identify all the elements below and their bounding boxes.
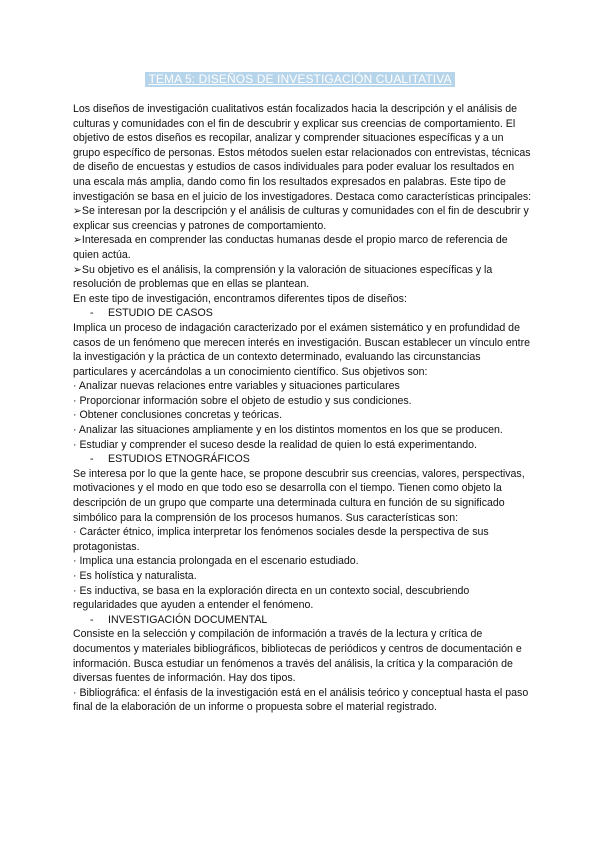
section-heading-case-study [73, 306, 533, 321]
objective-item: · Estudiar y comprender el suceso desde la realidad de quien lo está experimentando. [73, 438, 477, 451]
dash-marker: - [90, 307, 94, 320]
dash-marker: - [90, 613, 94, 626]
characteristic-item: · Implica una estancia prolongada en el escenario estudiado. [73, 555, 359, 568]
types-intro: En este tipo de investigación, encontramos diferentes tipos de diseños: [73, 292, 407, 305]
section-paragraph: Implica un proceso de indagación caracterizado por el exámen sistemático y en profundidad de casos de un fenómeno que merecen interés en investigación. Buscan establecer un vínculo entre la investigación y la práctica de un contexto determinado, evaluando las circunstancias particulares y acercándolas a un conocimiento científico. Sus objetivos son: [73, 321, 530, 378]
type-item: · Bibliográfica: el énfasis de la investigación está en el análisis teórico y conceptual hasta el paso final de la elaboración de un informe o propuesta sobre el material registrado. [73, 686, 529, 714]
characteristic-item: · Es holística y naturalista. [73, 570, 197, 582]
objective-item: · Obtener conclusiones concretas y teóricas. [73, 409, 283, 422]
document-body [73, 102, 533, 715]
section-paragraph: Consiste en la selección y compilación de información a través de la lectura y crítica de documentos y materiales bibliográficos, bibliotecas de periódicos y centros de documentación e información. Busca estudiar un fenómenos a través del análisis, la crítica y la comparación de diversas fuentes de información. Hay dos tipos. [73, 628, 522, 685]
section-heading-ethnographic [73, 452, 533, 467]
characteristic-item: · Es inductiva, se basa en la exploración directa en un contexto social, descubriendo regularidades que ayuden a entender el fenómeno. [73, 584, 470, 612]
section-heading-label: ESTUDIOS ETNOGRÁFICOS [108, 453, 250, 466]
section-heading-label: INVESTIGACIÓN DOCUMENTAL [108, 613, 268, 626]
objective-item: · Proporcionar información sobre el objeto de estudio y sus condiciones. [73, 394, 412, 407]
intro-paragraph: Los diseños de investigación cualitativos están focalizados hacia la descripción y el análisis de culturas y comunidades con el fin de descubrir y explicar sus creencias de comportamiento. El objetivo de estos diseños es recopilar, analizar y comprender situaciones específicas y a un grupo específico de personas. Estos métodos suelen estar relacionados con entrevistas, técnicas de diseño de encuestas y estudios de casos individuales para poder evaluar los resultados en una escala más amplia, dando como fin los resultados expresados en palabras. Este tipo de investigación se basa en el juicio de los investigadores. Destaca como características principales: [73, 103, 532, 203]
page-title: TEMA 5: DISEÑOS DE INVESTIGACIÓN CUALITATIVA [145, 72, 454, 87]
objective-item: · Analizar nuevas relaciones entre variables y situaciones particulares [73, 380, 400, 393]
characteristic-item: ➢Interesada en comprender las conductas humanas desde el propio marco de referencia de quien actúa. [73, 234, 508, 261]
dash-marker: - [90, 453, 94, 466]
characteristic-item: · Carácter étnico, implica interpretar los fenómenos sociales desde la perspectiva de sus protagonistas. [73, 526, 489, 553]
section-heading-documentary [73, 613, 533, 628]
characteristic-item: ➢Se interesan por la descripción y el análisis de culturas y comunidades con el fin de descubrir y explicar sus creencias y patrones de comportamiento. [73, 205, 529, 232]
section-heading-label: ESTUDIO DE CASOS [108, 307, 213, 320]
title-block [0, 72, 600, 88]
section-paragraph: Se interesa por lo que la gente hace, se propone descubrir sus creencias, valores, perspectivas, motivaciones y el modo en que todo eso se desarrolla con el tiempo. Tienen como objeto la descripción de un grupo que comparte una determinada cultura en función de su significado simbólico para la comprensión de los procesos humanos. Sus características son: [73, 467, 525, 524]
objective-item: · Analizar las situaciones ampliamente y en los distintos momentos en los que se producen. [73, 424, 503, 437]
characteristic-item: ➢Su objetivo es el análisis, la comprensión y la valoración de situaciones específicas y la resolución de problemas que en ellas se plantean. [73, 263, 493, 291]
